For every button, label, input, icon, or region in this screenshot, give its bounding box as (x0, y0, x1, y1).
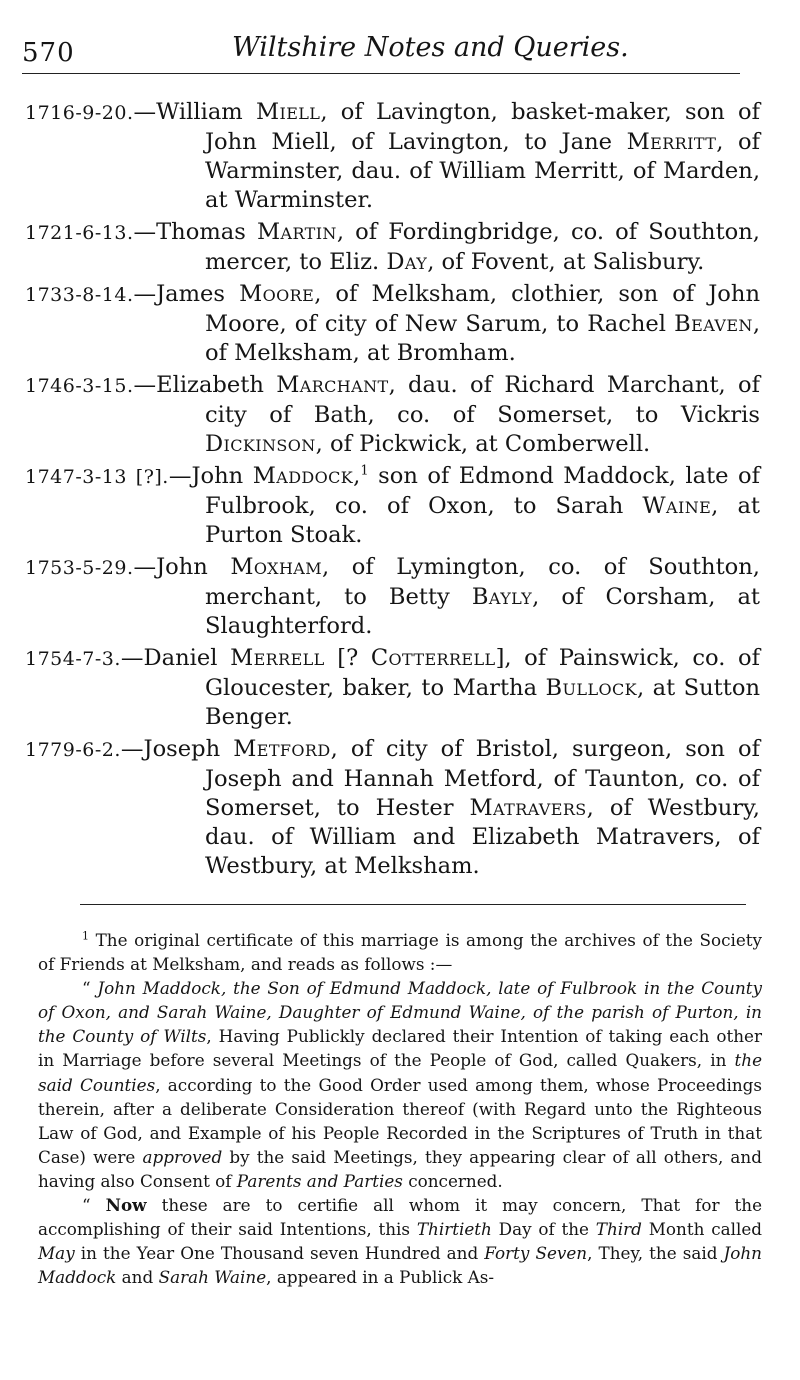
surname: Maddock (252, 463, 354, 489)
surname: Dickinson (205, 431, 316, 457)
entry-1753: 1753-5-29.—John Moxham, of Lymington, co. of Southton, merchant, to Betty Bayly, of Corsham, at Slaughterford. (25, 554, 760, 639)
entry-date: 1716-9-20. (25, 102, 134, 124)
surname: Martin (256, 219, 337, 245)
footnote-intro: $^1$ The original certificate of this marriage is among the archives of the Society of Friends at Melksham, and reads as follows :— (38, 929, 762, 975)
entry-date: 1747-3-13 [?]. (25, 466, 169, 488)
surname: Moore (239, 281, 315, 307)
footnote-mark: 1 (82, 929, 89, 943)
footnote-quote-paragraph-1: “ John Maddock, the Son of Edmund Maddock, late of Fulbrook in the County of Oxon, and Sarah Waine, Daughter of Edmund Waine, of the parish of Purton, in the County of Wilts, Having Publickly declared their Intention of taking each other in Marriage before several Meetings of the People of God, called Quakers, in the said Counties, according to the Good Order used among them, whose Proceedings therein, after a deliberate Consideration thereof (with Regard unto the Righteous Law of God, and Example of his People Recorded in the Scriptures of Truth in that Case) were approved by the said Meetings, they appearing clear of all others, and having also Consent of Parents and Parties concerned. (38, 978, 762, 1191)
entry-date: 1779-6-2. (25, 739, 121, 761)
entry-1747: 1747-3-13 [?].—John Maddock,$^1$ son of Edmond Maddock, late of Fulbrook, co. of Oxon, to Sarah Waine, at Purton Stoak. (25, 463, 760, 548)
entry-1754: 1754-7-3.—Daniel Merrell [? Cotterrell], of Painswick, co. of Gloucester, baker, to Martha Bullock, at Sutton Benger. (25, 645, 760, 730)
running-title: Wiltshire Notes and Queries. (232, 32, 629, 63)
surname: Moxham (230, 554, 323, 580)
footnote-quote-paragraph-2: “ Now these are to certifie all whom it may concern, That for the accomplishing of their said Intentions, this Thirtieth Day of the Third Month called May in the Year One Thousand seven Hundred and Forty Seven, They, the said John Maddock and Sarah Waine, appeared in a Publick As- (38, 1195, 763, 1288)
entry-1779: 1779-6-2.—Joseph Metford, of city of Bristol, surgeon, son of Joseph and Hannah Metford, of Taunton, co. of Somerset, to Hester Matravers, of Westbury, dau. of William and Elizabeth Matravers, of Westbury, at Melksham. (25, 736, 760, 879)
surname: Matravers (469, 795, 587, 821)
entry-1716: 1716-9-20.—William Miell, of Lavington, basket-maker, son of John Miell, of Lavington, to Jane Merritt, of Warminster, dau. of William Merritt, of Marden, at Warminster. (25, 99, 760, 213)
entry-date: 1721-6-13. (25, 222, 134, 244)
page-header (0, 0, 800, 80)
surname: Miell (255, 99, 321, 125)
surname: Bayly (471, 584, 533, 610)
footnote-section (38, 928, 762, 1289)
surname: Beaven (674, 311, 753, 337)
surname: Waine (642, 493, 712, 519)
blackletter-word: Now (105, 1195, 147, 1216)
entry-date: 1753-5-29. (25, 557, 134, 579)
entry-1746: 1746-3-15.—Elizabeth Marchant, dau. of Richard Marchant, of city of Bath, co. of Somerset, to Vickris Dickinson, of Pickwick, at Comberwell. (25, 372, 760, 457)
surname: Merrell (230, 645, 325, 671)
header-rule (22, 73, 740, 74)
surname: Metford (233, 736, 331, 762)
surname: Marchant (276, 372, 389, 398)
surname: Cotterrell (370, 645, 496, 671)
entry-date: 1746-3-15. (25, 375, 134, 397)
entry-1721: 1721-6-13.—Thomas Martin, of Fordingbridge, co. of Southton, mercer, to Eliz. Day, of Fovent, at Salisbury. (25, 219, 760, 275)
page-number: 570 (22, 38, 75, 68)
marriage-entries (25, 98, 760, 884)
footnote-reference[interactable]: 1 (360, 463, 369, 479)
surname: Merritt (626, 129, 717, 155)
entry-date: 1733-8-14. (25, 284, 134, 306)
entry-date: 1754-7-3. (25, 648, 121, 670)
footnote-rule (80, 904, 746, 905)
entry-1733: 1733-8-14.—James Moore, of Melksham, clothier, son of John Moore, of city of New Sarum, to Rachel Beaven, of Melksham, at Bromham. (25, 281, 760, 366)
surname: Day (386, 249, 428, 275)
surname: Bullock (545, 675, 637, 701)
